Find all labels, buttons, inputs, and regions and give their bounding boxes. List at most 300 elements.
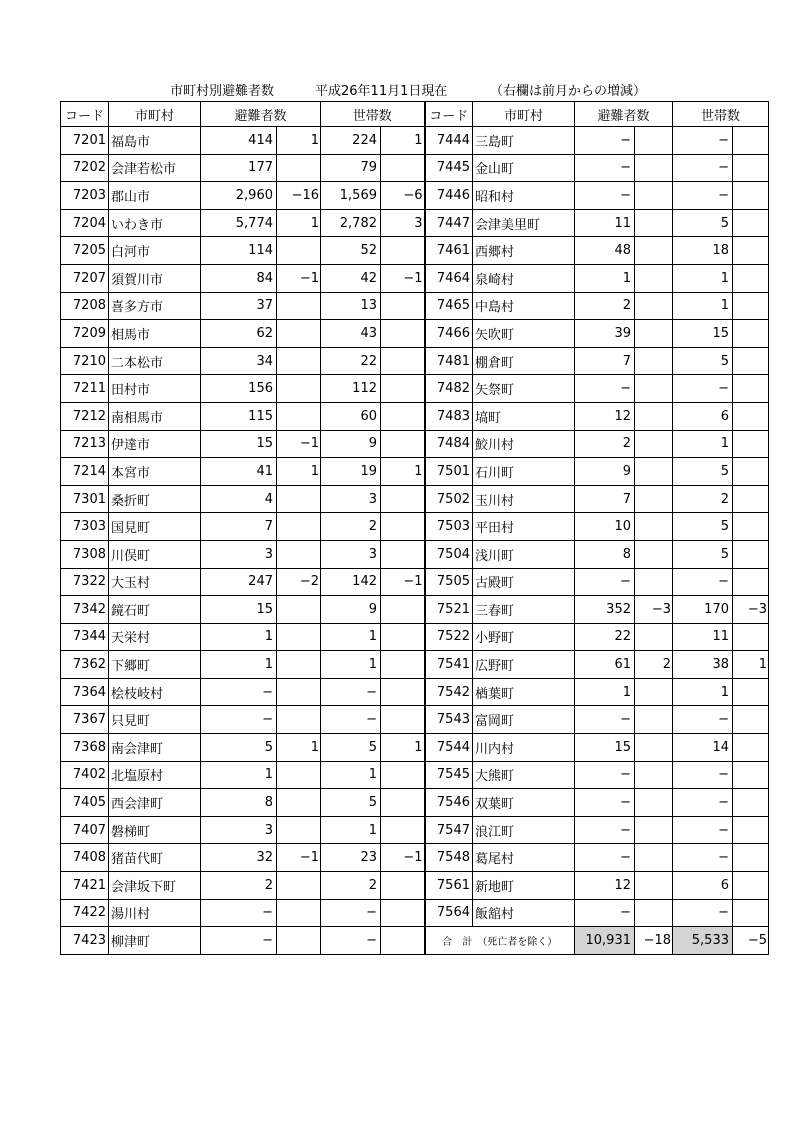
evacuee-count: 2 <box>201 872 277 900</box>
household-count: − <box>673 182 733 210</box>
municipality-name: 猪苗代町 <box>109 844 201 872</box>
evacuee-count: 48 <box>575 237 635 265</box>
header-code: コード <box>425 102 473 127</box>
table-row <box>61 513 769 541</box>
table-row <box>61 678 769 706</box>
household-count: 9 <box>321 596 381 624</box>
evacuee-change <box>635 458 673 486</box>
evacuee-count: 84 <box>201 264 277 292</box>
municipality-name: 浅川町 <box>473 540 575 568</box>
household-count: − <box>673 816 733 844</box>
table-row <box>61 237 769 265</box>
evacuee-change <box>277 237 321 265</box>
evacuee-change: 1 <box>277 127 321 155</box>
household-count: 5 <box>673 209 733 237</box>
municipality-name: 天栄村 <box>109 623 201 651</box>
municipality-code: 7503 <box>425 513 473 541</box>
household-change: 1 <box>381 734 425 762</box>
household-change <box>733 513 769 541</box>
municipality-code: 7205 <box>61 237 109 265</box>
municipality-code: 7564 <box>425 899 473 927</box>
evacuee-change <box>635 485 673 513</box>
evacuee-table <box>60 101 769 955</box>
household-change <box>381 816 425 844</box>
municipality-name: 郡山市 <box>109 182 201 210</box>
evacuee-count: 352 <box>575 596 635 624</box>
evacuee-count: 12 <box>575 872 635 900</box>
total-household-change: −5 <box>733 927 769 955</box>
household-change <box>381 927 425 955</box>
evacuee-count: 7 <box>575 347 635 375</box>
municipality-name: 下郷町 <box>109 651 201 679</box>
municipality-code: 7522 <box>425 623 473 651</box>
municipality-name: 二本松市 <box>109 347 201 375</box>
household-count: − <box>673 706 733 734</box>
municipality-name: 玉川村 <box>473 485 575 513</box>
household-count: 11 <box>673 623 733 651</box>
evacuee-count: 8 <box>575 540 635 568</box>
household-count: 2,782 <box>321 209 381 237</box>
household-count: 22 <box>321 347 381 375</box>
table-row <box>61 485 769 513</box>
household-count: 19 <box>321 458 381 486</box>
household-change <box>381 540 425 568</box>
municipality-name: 鏡石町 <box>109 596 201 624</box>
municipality-code: 7482 <box>425 375 473 403</box>
table-row <box>61 458 769 486</box>
household-change <box>733 430 769 458</box>
municipality-name: 須賀川市 <box>109 264 201 292</box>
municipality-name: 広野町 <box>473 651 575 679</box>
municipality-name: 相馬市 <box>109 320 201 348</box>
municipality-code: 7422 <box>61 899 109 927</box>
household-count: − <box>321 899 381 927</box>
municipality-code: 7405 <box>61 789 109 817</box>
evacuee-count: 1 <box>201 651 277 679</box>
municipality-code: 7504 <box>425 540 473 568</box>
evacuee-change <box>277 789 321 817</box>
household-count: 5 <box>673 347 733 375</box>
household-change <box>733 899 769 927</box>
evacuee-change <box>635 375 673 403</box>
household-change <box>733 402 769 430</box>
municipality-code: 7423 <box>61 927 109 955</box>
evacuee-change <box>277 927 321 955</box>
evacuee-change <box>635 127 673 155</box>
municipality-code: 7421 <box>61 872 109 900</box>
evacuee-count: 15 <box>575 734 635 762</box>
evacuee-change <box>635 402 673 430</box>
household-count: − <box>673 789 733 817</box>
municipality-code: 7466 <box>425 320 473 348</box>
household-change: 1 <box>381 458 425 486</box>
household-count: 23 <box>321 844 381 872</box>
evacuee-count: − <box>201 899 277 927</box>
header-municipality: 市町村 <box>109 102 201 127</box>
table-row <box>61 182 769 210</box>
evacuee-change <box>277 816 321 844</box>
municipality-code: 7362 <box>61 651 109 679</box>
municipality-name: 南相馬市 <box>109 402 201 430</box>
evacuee-change <box>635 513 673 541</box>
municipality-name: 桑折町 <box>109 485 201 513</box>
household-count: 42 <box>321 264 381 292</box>
municipality-name: 会津坂下町 <box>109 872 201 900</box>
household-count: 112 <box>321 375 381 403</box>
evacuee-count: − <box>575 844 635 872</box>
household-change <box>733 706 769 734</box>
municipality-name: 泉崎村 <box>473 264 575 292</box>
table-row <box>61 430 769 458</box>
municipality-code: 7446 <box>425 182 473 210</box>
total-label: 合 計 （死亡者を除く） <box>425 927 575 955</box>
evacuee-change: −1 <box>277 264 321 292</box>
municipality-name: 昭和村 <box>473 182 575 210</box>
household-change <box>381 154 425 182</box>
evacuee-change <box>635 320 673 348</box>
household-count: 2 <box>673 485 733 513</box>
evacuee-change <box>277 651 321 679</box>
household-count: 170 <box>673 596 733 624</box>
document-title <box>0 80 799 100</box>
household-count: 224 <box>321 127 381 155</box>
evacuee-count: 61 <box>575 651 635 679</box>
municipality-name: 川俣町 <box>109 540 201 568</box>
household-count: 3 <box>321 540 381 568</box>
household-change <box>381 706 425 734</box>
municipality-name: 三島町 <box>473 127 575 155</box>
title-main: 市町村別避難者数 <box>170 84 275 99</box>
evacuee-count: 7 <box>201 513 277 541</box>
evacuee-count: 11 <box>575 209 635 237</box>
evacuee-change <box>635 872 673 900</box>
evacuee-count: − <box>201 927 277 955</box>
municipality-name: 白河市 <box>109 237 201 265</box>
municipality-name: 矢祭町 <box>473 375 575 403</box>
evacuee-count: 1 <box>201 761 277 789</box>
household-change <box>733 623 769 651</box>
table-row <box>61 596 769 624</box>
evacuee-count: 1 <box>575 678 635 706</box>
evacuee-change <box>635 209 673 237</box>
evacuee-change: −2 <box>277 568 321 596</box>
municipality-name: 只見町 <box>109 706 201 734</box>
household-change <box>733 734 769 762</box>
household-change <box>733 264 769 292</box>
evacuee-count: 114 <box>201 237 277 265</box>
municipality-name: 浪江町 <box>473 816 575 844</box>
municipality-code: 7342 <box>61 596 109 624</box>
table-row <box>61 844 769 872</box>
municipality-code: 7545 <box>425 761 473 789</box>
evacuee-count: − <box>575 899 635 927</box>
evacuee-change <box>635 430 673 458</box>
household-count: 1 <box>321 623 381 651</box>
evacuee-change <box>635 734 673 762</box>
household-count: 1 <box>673 292 733 320</box>
household-count: 9 <box>321 430 381 458</box>
municipality-code: 7461 <box>425 237 473 265</box>
household-change <box>733 568 769 596</box>
evacuee-change <box>635 347 673 375</box>
evacuee-change <box>277 292 321 320</box>
table-row <box>61 872 769 900</box>
municipality-name: 中島村 <box>473 292 575 320</box>
household-change <box>733 789 769 817</box>
evacuee-change <box>277 706 321 734</box>
table-row <box>61 899 769 927</box>
municipality-name: 喜多方市 <box>109 292 201 320</box>
table-row <box>61 292 769 320</box>
municipality-code: 7301 <box>61 485 109 513</box>
evacuee-change <box>635 844 673 872</box>
household-count: 2 <box>321 513 381 541</box>
evacuee-count: − <box>575 816 635 844</box>
municipality-name: 飯舘村 <box>473 899 575 927</box>
table-row <box>61 209 769 237</box>
municipality-name: 鮫川村 <box>473 430 575 458</box>
evacuee-count: − <box>575 182 635 210</box>
evacuee-count: 156 <box>201 375 277 403</box>
municipality-code: 7541 <box>425 651 473 679</box>
evacuee-change <box>635 292 673 320</box>
household-change <box>381 485 425 513</box>
household-change <box>381 899 425 927</box>
municipality-name: 大玉村 <box>109 568 201 596</box>
evacuee-count: − <box>575 568 635 596</box>
municipality-code: 7483 <box>425 402 473 430</box>
municipality-code: 7465 <box>425 292 473 320</box>
household-change <box>733 127 769 155</box>
municipality-code: 7444 <box>425 127 473 155</box>
household-change <box>381 872 425 900</box>
household-change: 1 <box>381 127 425 155</box>
household-change <box>733 347 769 375</box>
municipality-code: 7445 <box>425 154 473 182</box>
municipality-code: 7501 <box>425 458 473 486</box>
household-count: 6 <box>673 402 733 430</box>
evacuee-change <box>277 320 321 348</box>
household-change <box>733 320 769 348</box>
evacuee-change <box>277 485 321 513</box>
municipality-code: 7213 <box>61 430 109 458</box>
evacuee-change <box>635 154 673 182</box>
household-change <box>733 292 769 320</box>
evacuee-count: 15 <box>201 596 277 624</box>
municipality-name: 田村市 <box>109 375 201 403</box>
evacuee-count: 12 <box>575 402 635 430</box>
municipality-name: 石川町 <box>473 458 575 486</box>
evacuee-change <box>635 264 673 292</box>
municipality-code: 7408 <box>61 844 109 872</box>
household-count: − <box>673 899 733 927</box>
evacuee-count: 5 <box>201 734 277 762</box>
municipality-name: 双葉町 <box>473 789 575 817</box>
municipality-code: 7561 <box>425 872 473 900</box>
evacuee-count: 7 <box>575 485 635 513</box>
evacuee-change: 1 <box>277 458 321 486</box>
municipality-name: 大熊町 <box>473 761 575 789</box>
household-change <box>733 844 769 872</box>
municipality-name: 塙町 <box>473 402 575 430</box>
header-evacuees: 避難者数 <box>575 102 673 127</box>
household-count: − <box>673 154 733 182</box>
total-households: 5,533 <box>673 927 733 955</box>
household-count: 1 <box>673 430 733 458</box>
household-count: − <box>673 761 733 789</box>
municipality-code: 7484 <box>425 430 473 458</box>
municipality-name: 桧枝岐村 <box>109 678 201 706</box>
household-change <box>733 678 769 706</box>
table-row <box>61 651 769 679</box>
household-count: 1 <box>673 264 733 292</box>
municipality-name: 本宮市 <box>109 458 201 486</box>
household-change <box>733 182 769 210</box>
municipality-code: 7207 <box>61 264 109 292</box>
municipality-code: 7464 <box>425 264 473 292</box>
evacuee-change <box>277 761 321 789</box>
evacuee-count: 1 <box>201 623 277 651</box>
evacuee-count: 8 <box>201 789 277 817</box>
evacuee-count: − <box>201 678 277 706</box>
municipality-code: 7521 <box>425 596 473 624</box>
household-count: 1 <box>321 816 381 844</box>
evacuee-change <box>277 678 321 706</box>
household-change <box>733 761 769 789</box>
evacuee-change <box>635 623 673 651</box>
household-count: 38 <box>673 651 733 679</box>
household-change <box>733 154 769 182</box>
municipality-code: 7505 <box>425 568 473 596</box>
municipality-name: 会津美里町 <box>473 209 575 237</box>
household-count: 43 <box>321 320 381 348</box>
evacuee-change <box>277 402 321 430</box>
evacuee-change: 1 <box>277 734 321 762</box>
evacuee-count: 4 <box>201 485 277 513</box>
household-count: 79 <box>321 154 381 182</box>
household-change <box>381 402 425 430</box>
table-row <box>61 540 769 568</box>
evacuee-change <box>635 816 673 844</box>
household-change: −1 <box>381 568 425 596</box>
household-count: 3 <box>321 485 381 513</box>
household-count: 13 <box>321 292 381 320</box>
municipality-name: 平田村 <box>473 513 575 541</box>
municipality-name: 古殿町 <box>473 568 575 596</box>
evacuee-count: 15 <box>201 430 277 458</box>
evacuee-change <box>635 237 673 265</box>
evacuee-change <box>635 182 673 210</box>
table-row <box>61 347 769 375</box>
evacuee-count: − <box>575 375 635 403</box>
evacuee-change <box>277 347 321 375</box>
household-change <box>381 430 425 458</box>
household-count: − <box>673 127 733 155</box>
municipality-code: 7210 <box>61 347 109 375</box>
header-municipality: 市町村 <box>473 102 575 127</box>
evacuee-change: 1 <box>277 209 321 237</box>
municipality-code: 7202 <box>61 154 109 182</box>
municipality-name: 伊達市 <box>109 430 201 458</box>
household-change: 3 <box>381 209 425 237</box>
municipality-name: 金山町 <box>473 154 575 182</box>
evacuee-change <box>635 706 673 734</box>
municipality-code: 7546 <box>425 789 473 817</box>
household-count: 5 <box>321 789 381 817</box>
evacuee-count: − <box>201 706 277 734</box>
municipality-name: 小野町 <box>473 623 575 651</box>
household-count: 18 <box>673 237 733 265</box>
table-row <box>61 706 769 734</box>
household-change <box>381 320 425 348</box>
municipality-code: 7204 <box>61 209 109 237</box>
household-change <box>381 678 425 706</box>
household-change <box>733 540 769 568</box>
household-change <box>733 209 769 237</box>
municipality-name: 会津若松市 <box>109 154 201 182</box>
household-change: 1 <box>733 651 769 679</box>
title-date: 平成26年11月1日現在 <box>315 84 448 99</box>
evacuee-change <box>277 154 321 182</box>
table-row <box>61 623 769 651</box>
household-change <box>381 789 425 817</box>
evacuee-change: 2 <box>635 651 673 679</box>
municipality-code: 7402 <box>61 761 109 789</box>
table-row <box>61 734 769 762</box>
evacuee-change <box>277 540 321 568</box>
evacuee-count: − <box>575 154 635 182</box>
municipality-code: 7548 <box>425 844 473 872</box>
household-change <box>733 816 769 844</box>
municipality-code: 7502 <box>425 485 473 513</box>
header-row <box>61 102 769 127</box>
household-count: 5 <box>673 458 733 486</box>
household-change <box>733 458 769 486</box>
evacuee-change <box>277 872 321 900</box>
evacuee-change <box>277 375 321 403</box>
household-change <box>381 596 425 624</box>
municipality-name: 富岡町 <box>473 706 575 734</box>
header-households: 世帯数 <box>673 102 769 127</box>
evacuee-count: 3 <box>201 816 277 844</box>
evacuee-count: 1 <box>575 264 635 292</box>
municipality-name: 南会津町 <box>109 734 201 762</box>
household-count: 1 <box>321 651 381 679</box>
evacuee-count: 62 <box>201 320 277 348</box>
household-change <box>733 485 769 513</box>
municipality-name: 川内村 <box>473 734 575 762</box>
municipality-code: 7407 <box>61 816 109 844</box>
evacuee-change <box>277 513 321 541</box>
evacuee-count: 115 <box>201 402 277 430</box>
municipality-code: 7547 <box>425 816 473 844</box>
household-change <box>733 237 769 265</box>
household-change <box>381 292 425 320</box>
evacuee-count: 32 <box>201 844 277 872</box>
household-count: 1,569 <box>321 182 381 210</box>
total-evacuees: 10,931 <box>575 927 635 955</box>
municipality-code: 7544 <box>425 734 473 762</box>
municipality-code: 7303 <box>61 513 109 541</box>
table-row <box>61 927 769 955</box>
municipality-name: 新地町 <box>473 872 575 900</box>
municipality-name: 三春町 <box>473 596 575 624</box>
title-note: （右欄は前月からの増減） <box>490 84 647 99</box>
household-count: 142 <box>321 568 381 596</box>
household-count: 2 <box>321 872 381 900</box>
household-count: 1 <box>321 761 381 789</box>
household-change <box>733 375 769 403</box>
